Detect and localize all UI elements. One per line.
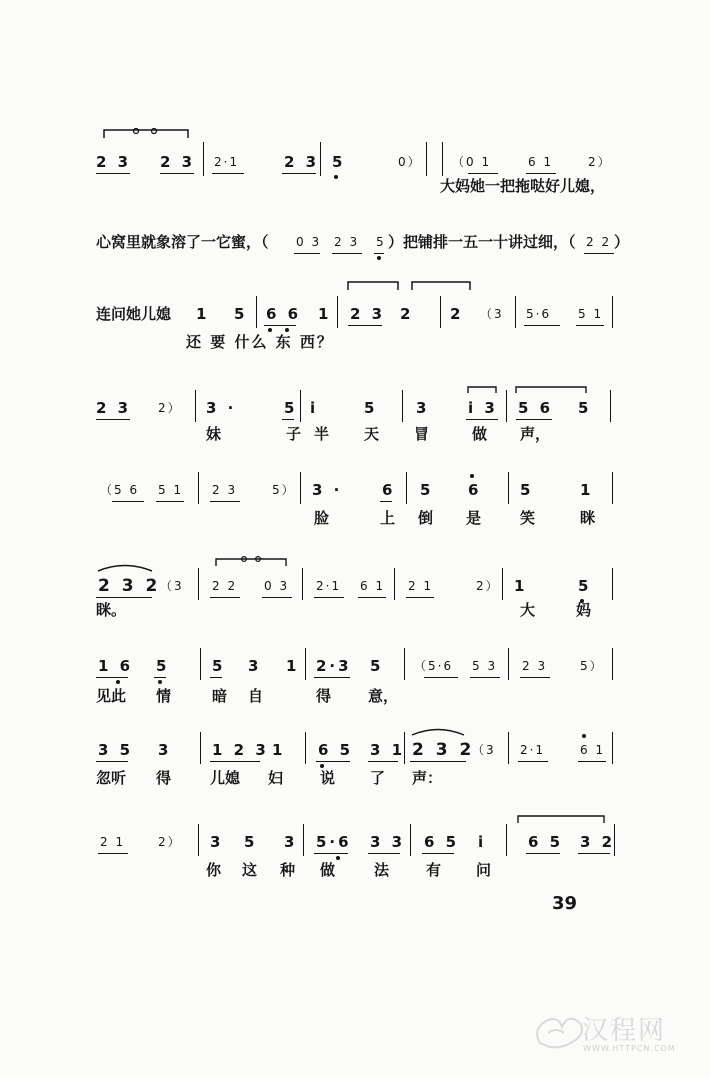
note-group: （0 1: [452, 155, 492, 169]
note: （3: [480, 307, 504, 321]
note-group: 2 3: [160, 153, 196, 171]
lyric: 儿媳: [210, 769, 241, 787]
underline: [96, 761, 128, 762]
note: i: [478, 833, 487, 851]
note: 6: [382, 481, 396, 499]
note-group: 6 5: [424, 833, 460, 851]
note: 5: [520, 481, 534, 499]
lyric: 冒: [414, 425, 430, 443]
note-group: 6 1: [528, 155, 554, 169]
note-group: 2·3: [316, 657, 352, 675]
note-group: 5 6: [518, 399, 554, 417]
bar-line: [612, 568, 613, 600]
note-group: （5 6: [100, 483, 140, 497]
watermark-url: WWW.HTTPCN.COM: [583, 1044, 676, 1053]
underline: [210, 501, 240, 502]
note: 1: [272, 741, 286, 759]
lyric: 笑: [520, 509, 536, 527]
note: 5: [578, 577, 592, 595]
bar-line: [300, 390, 301, 422]
underline: [156, 501, 184, 502]
bar-line: [612, 296, 613, 328]
lyric: 上: [380, 509, 396, 527]
bar-line: [506, 824, 507, 856]
note-group: 2·1: [214, 155, 240, 169]
underline: [160, 173, 194, 174]
lyric: 妈: [576, 601, 592, 619]
lyric-line-7: [0, 686, 710, 706]
lyric: ）把铺排一五一十讲过细，（: [388, 233, 576, 251]
lyric: 子: [286, 425, 302, 443]
bar-line: [515, 296, 516, 328]
underline: [374, 253, 384, 254]
note: 2）: [158, 835, 182, 849]
bar-line: [426, 142, 427, 176]
tie-arc: [410, 726, 468, 736]
lyric: 是: [466, 509, 482, 527]
note: 5: [234, 305, 248, 323]
note-group: 5 1: [578, 307, 604, 321]
note: 3: [284, 833, 298, 851]
lyric-line-9: [0, 860, 710, 880]
score-system-2: [0, 232, 710, 252]
note-group: 2·1: [316, 579, 342, 593]
lyric: 做: [472, 425, 488, 443]
bar-line: [402, 390, 403, 422]
underline: [524, 325, 560, 326]
note-group: 2 3: [334, 235, 360, 249]
bar-line: [320, 142, 321, 176]
lyric: 眯。: [96, 601, 127, 619]
underline: [348, 325, 382, 326]
lyric: 得: [156, 769, 172, 787]
note: 2: [400, 305, 414, 323]
note-group: 3 5: [98, 741, 134, 759]
bar-line: [200, 648, 201, 680]
note-group: 2 3: [284, 153, 320, 171]
bar-line: [442, 142, 443, 176]
note: 6: [468, 481, 482, 499]
bar-line: [198, 568, 199, 600]
bar-line: [200, 732, 201, 764]
underline: [294, 253, 320, 254]
tie-arc: [96, 562, 156, 572]
note-group: 6 1: [580, 743, 606, 757]
bar-line: [508, 472, 509, 504]
lyric: 眯: [580, 509, 596, 527]
low-octave-dot: [377, 256, 381, 260]
lyric: 天: [364, 425, 380, 443]
tie-arc: [516, 812, 608, 824]
underline: [406, 597, 434, 598]
underline: [422, 853, 454, 854]
lyric-line-8: [0, 768, 710, 788]
underline: [332, 253, 362, 254]
bar-line: [508, 648, 509, 680]
underline: [314, 677, 350, 678]
note-group: 6 5: [528, 833, 564, 851]
bar-line: [508, 732, 509, 764]
note: 5: [364, 399, 378, 417]
underline: [576, 325, 604, 326]
lyric: 还 要 什么 东 西？: [186, 333, 334, 351]
lyric: 说: [320, 769, 336, 787]
lyric: 妹: [206, 425, 222, 443]
note: 2）: [476, 579, 500, 593]
watermark-text: 汉程网: [582, 1016, 667, 1046]
lyric: 大: [520, 601, 536, 619]
tie-arc: [214, 554, 290, 568]
note: 2: [450, 305, 464, 323]
bar-line: [404, 732, 405, 764]
bar-line: [198, 824, 199, 856]
score-system-5: [0, 480, 710, 500]
note-group: 0 3: [296, 235, 322, 249]
lyric: 问: [476, 861, 492, 879]
bar-line: [305, 732, 306, 764]
score-system-4: [0, 398, 710, 418]
bar-line: [612, 648, 613, 680]
lyric: ）: [614, 233, 630, 251]
score-system-8: [0, 740, 710, 760]
lyric: 这: [242, 861, 258, 879]
underline: [516, 419, 552, 420]
score-system-1: [0, 152, 710, 172]
underline: [358, 597, 386, 598]
lyric-line-1: [0, 176, 710, 196]
note-group: 5 3: [472, 659, 498, 673]
note-group: i 3: [468, 399, 498, 417]
lyric: 脸: [314, 509, 330, 527]
note-group: 5·6: [316, 833, 352, 851]
note-group: 2 3 2: [98, 576, 161, 596]
note: 5: [332, 153, 346, 171]
note-group: 6 5: [318, 741, 354, 759]
note-group: 2）: [588, 155, 612, 169]
underline: [314, 853, 348, 854]
lyric: 法: [374, 861, 390, 879]
note-group: 2 2: [212, 579, 238, 593]
underline: [380, 501, 392, 502]
low-octave-dot: [116, 680, 120, 684]
tie-arc: [346, 278, 476, 292]
lyric: 种: [280, 861, 296, 879]
high-octave-dot: [470, 474, 474, 478]
lyric: 自: [248, 687, 264, 705]
bar-line: [612, 472, 613, 504]
underline: [282, 173, 316, 174]
note: 2）: [158, 401, 182, 415]
underline: [154, 677, 166, 678]
note: 1: [318, 305, 332, 323]
lyric-line-5: [0, 508, 710, 528]
underline: [584, 253, 614, 254]
lyric: 妇: [268, 769, 284, 787]
underline: [578, 853, 610, 854]
bar-line: [337, 296, 338, 328]
note: （3: [160, 579, 184, 593]
underline: [526, 173, 556, 174]
note: 3 ·: [312, 481, 343, 499]
note: （3: [472, 743, 496, 757]
note: 1: [286, 657, 300, 675]
note-group: 2 2: [586, 235, 612, 249]
note-group: 0）: [398, 155, 422, 169]
bar-line: [506, 390, 507, 422]
tie-arc: [466, 384, 500, 394]
note: 5: [156, 657, 170, 675]
underline: [316, 761, 350, 762]
note: i: [310, 399, 319, 417]
note-group: 2 3 2: [412, 740, 475, 760]
page-number: 39: [552, 893, 578, 914]
underline: [282, 419, 294, 420]
note: 1: [196, 305, 210, 323]
underline: [368, 761, 398, 762]
underline: [466, 419, 498, 420]
note: 5: [420, 481, 434, 499]
underline: [210, 677, 222, 678]
underline: [424, 677, 458, 678]
note: 5）: [272, 483, 296, 497]
lyric: 心窝里就象溶了一它蜜，（: [96, 233, 269, 251]
note: 5）: [580, 659, 604, 673]
underline: [468, 173, 498, 174]
underline: [96, 677, 128, 678]
note-group: 2 3: [96, 153, 132, 171]
bar-line: [305, 648, 306, 680]
underline: [368, 853, 400, 854]
bar-line: [614, 824, 615, 856]
underline: [96, 597, 152, 598]
note-group: 2·1: [520, 743, 546, 757]
note-group: 2 3: [96, 399, 132, 417]
bar-line: [195, 390, 196, 422]
note: 1: [580, 481, 594, 499]
note-group: 2 1: [100, 835, 126, 849]
lyric: 了: [370, 769, 386, 787]
underline: [212, 173, 244, 174]
bar-line: [440, 296, 441, 328]
note-group: 1 6: [98, 657, 134, 675]
underline: [210, 597, 240, 598]
underline: [470, 677, 500, 678]
note-group: 2 3: [522, 659, 548, 673]
note: 1: [514, 577, 528, 595]
score-system-3: [0, 304, 710, 324]
bar-line: [394, 568, 395, 600]
lyric: 倒: [418, 509, 434, 527]
underline: [262, 597, 292, 598]
bar-line: [610, 390, 611, 422]
lyric: 声：: [412, 769, 443, 787]
note-group: 6 6: [266, 305, 302, 323]
underline: [520, 677, 550, 678]
note: 3 ·: [206, 399, 237, 417]
lyric: 半: [314, 425, 330, 443]
bar-line: [198, 472, 199, 504]
note: 3: [416, 399, 430, 417]
bar-line: [404, 648, 405, 680]
underline: [96, 173, 130, 174]
note: 5: [244, 833, 258, 851]
lyric: 你: [206, 861, 222, 879]
underline: [264, 325, 296, 326]
underline: [526, 853, 560, 854]
lyric-line-6: [0, 600, 710, 620]
high-octave-dot: [582, 734, 586, 738]
note: 5: [376, 235, 386, 249]
bar-line: [406, 472, 407, 504]
lyric-line-4: [0, 424, 710, 444]
note: 3: [210, 833, 224, 851]
lyric: 意，: [368, 687, 399, 705]
underline: [112, 501, 144, 502]
underline: [210, 761, 260, 762]
tie-arc: [102, 126, 192, 140]
note: 3: [248, 657, 262, 675]
underline: [578, 761, 606, 762]
note-group: 2 1: [408, 579, 434, 593]
bar-line: [612, 732, 613, 764]
lyric: 暗: [212, 687, 228, 705]
note-group: 3 2: [580, 833, 616, 851]
note: 5: [370, 657, 384, 675]
note-group: 0 3: [264, 579, 290, 593]
lyric: 大妈她一把拖哒好儿媳，: [440, 177, 606, 195]
lyric: 做: [320, 861, 336, 879]
lyric: 见此: [96, 687, 127, 705]
lyric-line-3: [0, 332, 710, 352]
note-group: （5·6: [414, 659, 454, 673]
bar-line: [502, 568, 503, 600]
note: 5: [284, 399, 298, 417]
lyric: 声，: [520, 425, 551, 443]
note-group: 2 3: [212, 483, 238, 497]
note-group: 6 1: [360, 579, 386, 593]
underline: [96, 419, 130, 420]
note-group: 5 1: [158, 483, 184, 497]
bar-line: [302, 568, 303, 600]
note-group: 3 3: [370, 833, 406, 851]
lyric: 有: [426, 861, 442, 879]
underline: [518, 761, 548, 762]
bar-line: [203, 142, 204, 176]
note-group: 1 2 3: [212, 741, 269, 759]
underline: [314, 597, 344, 598]
score-system-9: [0, 832, 710, 852]
bar-line: [256, 296, 257, 328]
score-system-6: [0, 576, 710, 596]
bar-line: [300, 472, 301, 504]
lyric: 得: [316, 687, 332, 705]
note: 5: [212, 657, 226, 675]
lyric: 忽听: [96, 769, 127, 787]
bar-line: [410, 824, 411, 856]
low-octave-dot: [158, 680, 162, 684]
lyric: 情: [156, 687, 172, 705]
note-group: 2 3: [350, 305, 386, 323]
score-system-7: [0, 656, 710, 676]
note: 3: [158, 741, 172, 759]
note-group: 5·6: [526, 307, 552, 321]
underline: [410, 761, 466, 762]
underline: [98, 853, 128, 854]
tie-arc: [514, 384, 590, 394]
note: 5: [578, 399, 592, 417]
bar-line: [303, 824, 304, 856]
note-group: 3 1: [370, 741, 406, 759]
lyric: 连问她儿媳: [96, 305, 172, 323]
